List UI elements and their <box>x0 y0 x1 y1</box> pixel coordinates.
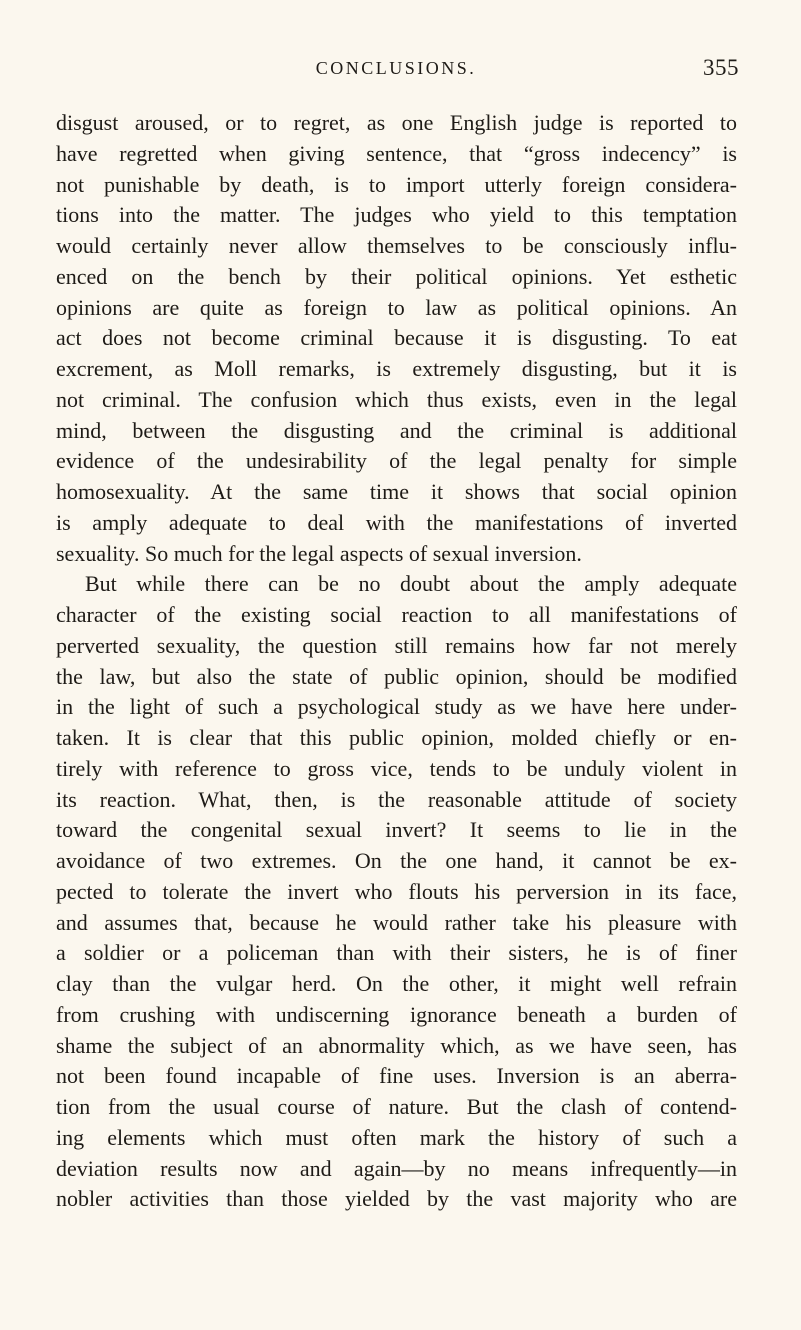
page-number: 355 <box>703 55 739 80</box>
text-line: ing elements which must often mark the history of such a <box>56 1124 737 1150</box>
text-line: not criminal. The confusion which thus exists, even in the legal <box>56 386 737 412</box>
text-line: tions into the matter. The judges who yield to this temptation <box>56 202 737 228</box>
text-line: mind, between the disgusting and the criminal is additional <box>56 417 737 443</box>
text-line: avoidance of two extremes. On the one hand, it cannot be ex- <box>56 848 737 873</box>
text-line: tirely with reference to gross vice, tends to be unduly violent in <box>56 755 737 781</box>
text-line: in the light of such a psychological study as we have here under- <box>56 694 737 720</box>
text-line: opinions are quite as foreign to law as political opinions. An <box>56 294 737 320</box>
text-line: enced on the bench by their political opinions. Yet esthetic <box>56 263 737 289</box>
text-line: its reaction. What, then, is the reasonable attitude of society <box>56 786 737 812</box>
text-line: from crushing with undiscerning ignorance beneath a burden of <box>56 1001 737 1027</box>
paragraph-start-line: But while there can be no doubt about the amply adequate <box>85 571 737 597</box>
text-line: shame the subject of an abnormality which, as we have seen, has <box>56 1032 737 1058</box>
text-line: a soldier or a policeman than with their sisters, he is of finer <box>56 940 737 966</box>
text-line: the law, but also the state of public opinion, should be modified <box>56 663 737 689</box>
text-line: nobler activities than those yielded by the vast majority who are <box>56 1186 737 1212</box>
text-line: taken. It is clear that this public opinion, molded chiefly or en- <box>56 725 737 750</box>
text-line: deviation results now and again—by no means infrequently—in <box>56 1155 737 1181</box>
page-header <box>56 55 739 88</box>
running-head: CONCLUSIONS. <box>315 58 477 78</box>
body-text <box>56 108 737 1215</box>
text-line: character of the existing social reaction to all manifestations of <box>56 602 737 627</box>
text-line: pected to tolerate the invert who flouts his perversion in its face, <box>56 878 737 904</box>
text-line: would certainly never allow themselves to be consciously influ- <box>56 233 737 258</box>
text-line: is amply adequate to deal with the manifestations of inverted <box>56 509 737 535</box>
paragraph-end-line: sexuality. So much for the legal aspects of sexual inversion. <box>56 540 582 566</box>
text-line: act does not become criminal because it is disgusting. To eat <box>56 325 737 351</box>
text-line: disgust aroused, or to regret, as one English judge is reported to <box>56 110 737 135</box>
text-line: clay than the vulgar herd. On the other, it might well refrain <box>56 971 737 996</box>
text-line: perverted sexuality, the question still remains how far not merely <box>56 632 737 658</box>
text-line: excrement, as Moll remarks, is extremely disgusting, but it is <box>56 356 737 381</box>
text-line: evidence of the undesirability of the legal penalty for simple <box>56 448 737 474</box>
text-line: not been found incapable of fine uses. Inversion is an aberra- <box>56 1063 737 1089</box>
text-line: toward the congenital sexual invert? It seems to lie in the <box>56 817 737 843</box>
text-line: have regretted when giving sentence, that “gross indecency” is <box>56 140 737 166</box>
text-line: not punishable by death, is to import utterly foreign considera- <box>56 171 737 197</box>
text-line: tion from the usual course of nature. But the clash of contend- <box>56 1094 737 1119</box>
text-line: and assumes that, because he would rather take his pleasure with <box>56 909 737 935</box>
text-line: homosexuality. At the same time it shows that social opinion <box>56 479 737 504</box>
